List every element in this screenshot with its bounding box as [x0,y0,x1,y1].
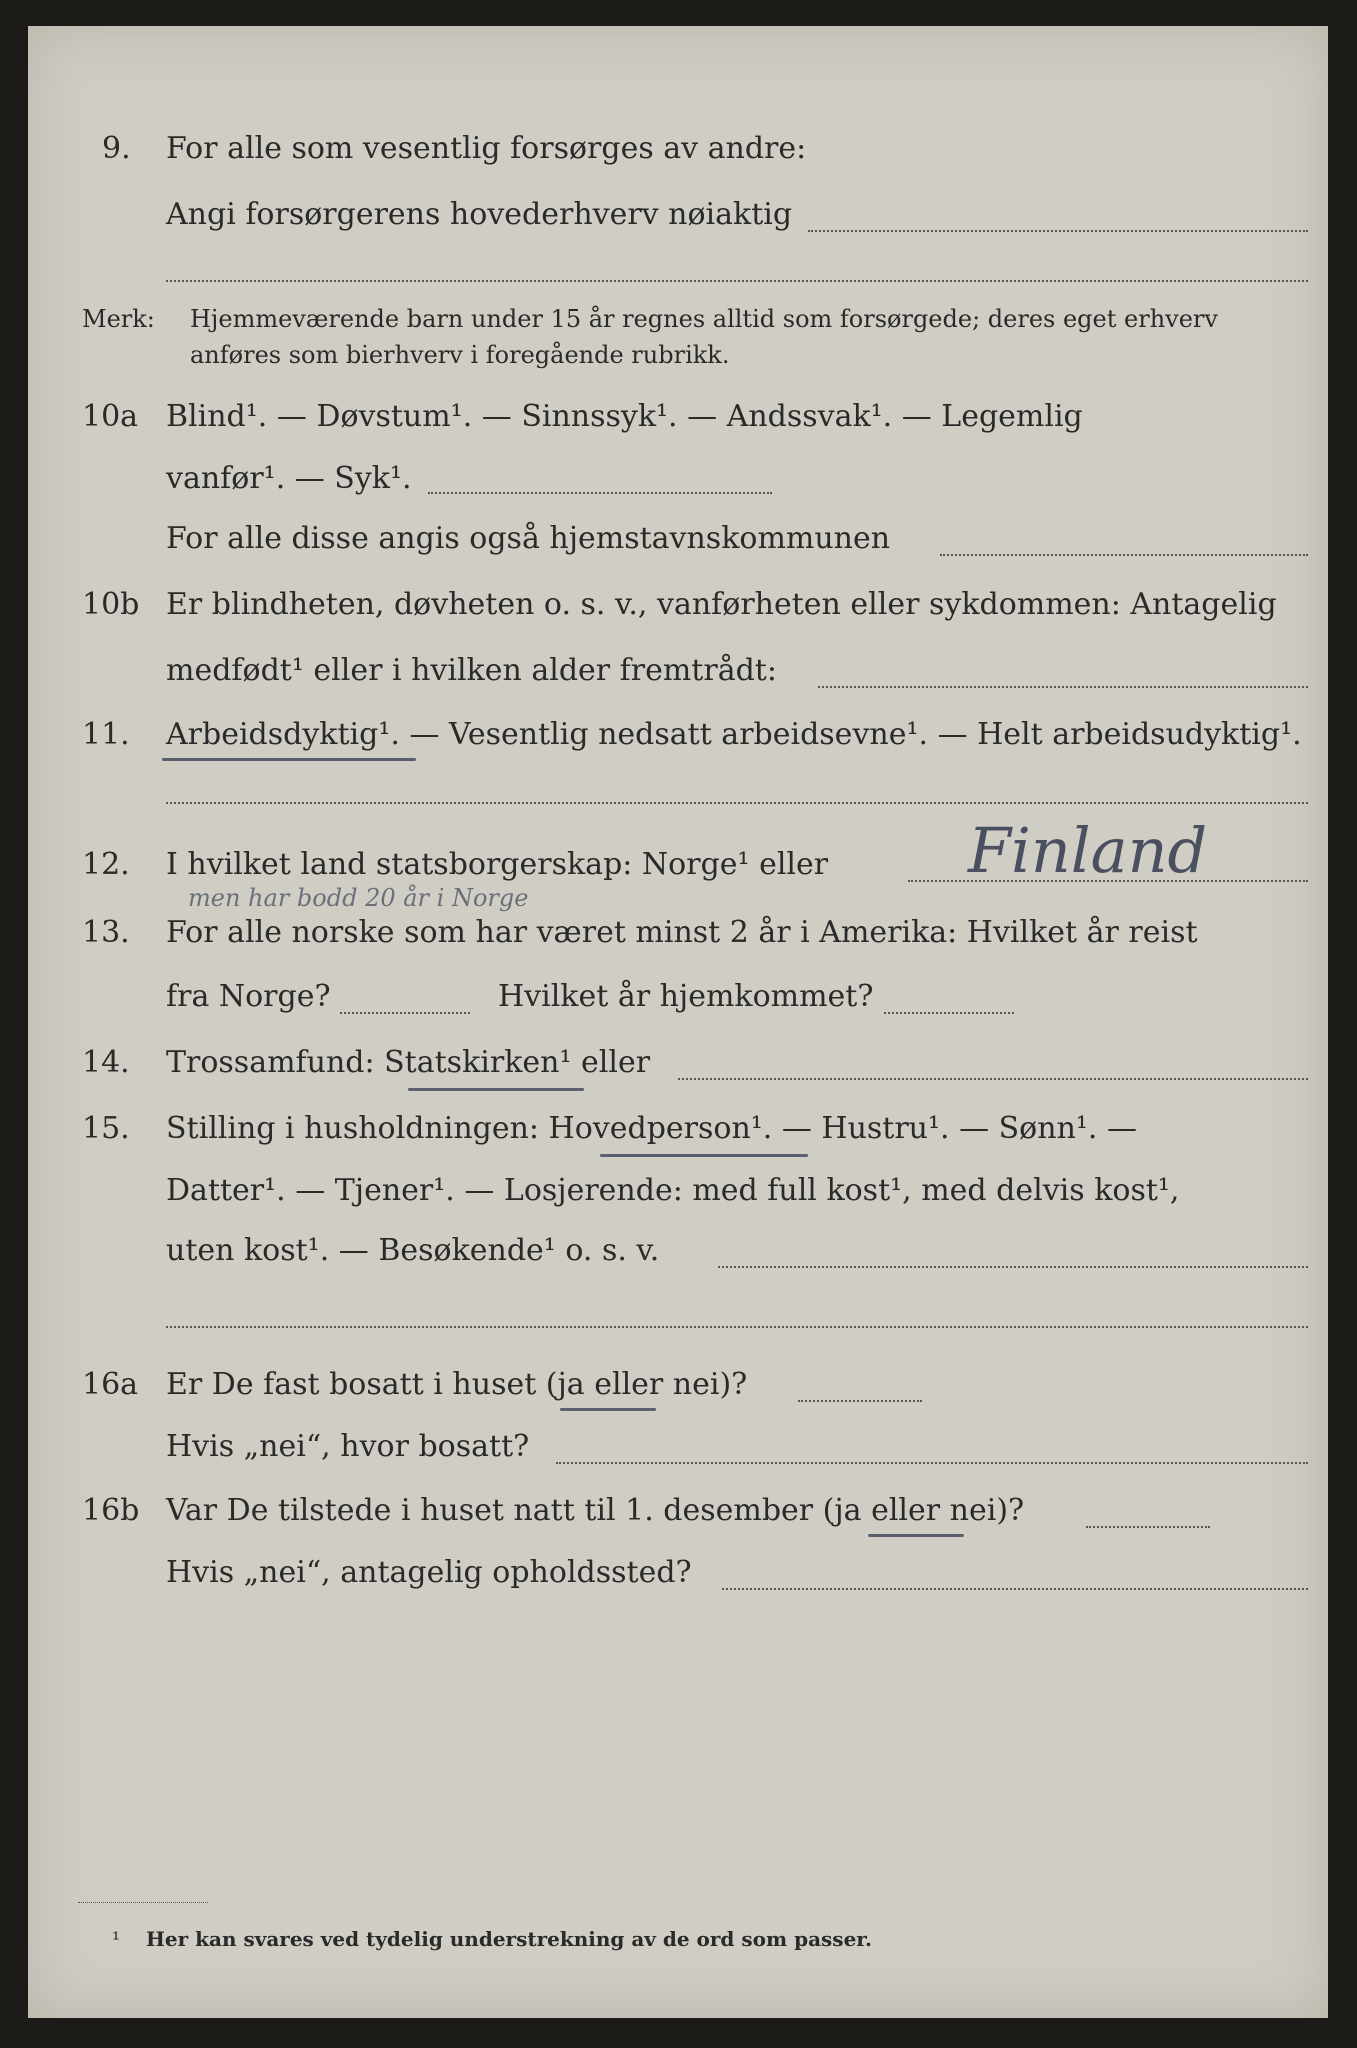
q14-handwritten-underline [408,1088,584,1091]
q10a-answer-line[interactable] [428,492,772,494]
q14-line1: Trossamfund: Statskirken¹ eller [166,1045,651,1080]
q9-line2: Angi forsørgerens hovederhverv nøiaktig [166,197,793,232]
q11-number: 11. [82,717,130,752]
q16a-residence-line[interactable] [556,1462,1308,1464]
q15-number: 15. [82,1111,130,1146]
footnote-text: Her kan svares ved tydelig understrekning av de ord som passer. [146,1927,872,1951]
q13-line2b: Hvilket år hjemkommet? [498,979,874,1014]
q15-line1: Stilling i husholdningen: Hovedperson¹. — Hustru¹. — Sønn¹. — [166,1111,1137,1146]
q15-handwritten-underline [600,1154,808,1157]
q13-line1: For alle norske som har været minst 2 år i Amerika: Hvilket år reist [166,915,1198,950]
q11-handwritten-underline [162,758,416,761]
q15-answer-line-2[interactable] [166,1326,1308,1328]
q12-handwritten-note: men har bodd 20 år i Norge [188,884,529,912]
q9-line1: For alle som vesentlig forsørges av andre: [166,131,807,166]
q10a-line3: For alle disse angis også hjemstavnskommunen [166,521,891,556]
q13-line2a: fra Norge? [166,979,331,1014]
q16a-answer-line[interactable] [798,1400,922,1402]
q13-departure-year-line[interactable] [340,1012,470,1014]
q15-line2: Datter¹. — Tjener¹. — Losjerende: med full kost¹, med delvis kost¹, [166,1173,1180,1208]
q10a-line1: Blind¹. — Døvstum¹. — Sinnssyk¹. — Andssvak¹. — Legemlig [166,399,1083,434]
q16a-line2: Hvis „nei“, hvor bosatt? [166,1429,530,1464]
q15-line3: uten kost¹. — Besøkende¹ o. s. v. [166,1233,660,1268]
q16b-line1: Var De tilstede i huset natt til 1. desember (ja eller nei)? [166,1493,1025,1528]
q14-number: 14. [82,1045,130,1080]
q9-answer-line-2[interactable] [166,280,1308,282]
q12-handwritten-answer: Finland [968,814,1208,887]
q11-answer-line[interactable] [166,802,1308,804]
q14-answer-line[interactable] [678,1078,1308,1080]
q9-answer-line[interactable] [808,230,1308,232]
q11-line1: Arbeidsdyktig¹. — Vesentlig nedsatt arbeidsevne¹. — Helt arbeidsudyktig¹. [166,717,1302,752]
merk-line1: Hjemmeværende barn under 15 år regnes alltid som forsørgede; deres eget erhverv [190,305,1218,333]
q13-number: 13. [82,915,130,950]
q16b-location-line[interactable] [722,1588,1308,1590]
merk-label: Merk: [82,305,155,333]
q16a-line1: Er De fast bosatt i huset (ja eller nei)? [166,1367,748,1402]
census-form-page [28,26,1328,2018]
q15-answer-line[interactable] [718,1266,1308,1268]
footnote-separator [78,1902,208,1903]
q10a-number: 10a [82,399,139,434]
q12-line1: I hvilket land statsborgerskap: Norge¹ eller [166,847,829,882]
q13-return-year-line[interactable] [884,1012,1014,1014]
footnote-mark: ¹ [112,1927,121,1951]
q16b-number: 16b [82,1493,140,1528]
merk-line2: anføres som bierhverv i foregående rubrikk. [190,341,730,369]
q10a-municipality-line[interactable] [940,554,1308,556]
q10b-number: 10b [82,587,140,622]
q10b-line2: medfødt¹ eller i hvilken alder fremtrådt: [166,653,777,688]
q10b-answer-line[interactable] [818,686,1308,688]
q16b-handwritten-underline [868,1534,964,1537]
q16b-line2: Hvis „nei“, antagelig opholdssted? [166,1555,692,1590]
q16a-number: 16a [82,1367,139,1402]
q12-number: 12. [82,847,130,882]
q10b-line1: Er blindheten, døvheten o. s. v., vanførheten eller sykdommen: Antagelig [166,587,1277,622]
q9-number: 9. [102,131,131,166]
q10a-line2: vanfør¹. — Syk¹. [166,461,412,496]
q16b-answer-line[interactable] [1086,1526,1210,1528]
q16a-handwritten-underline [560,1408,656,1411]
